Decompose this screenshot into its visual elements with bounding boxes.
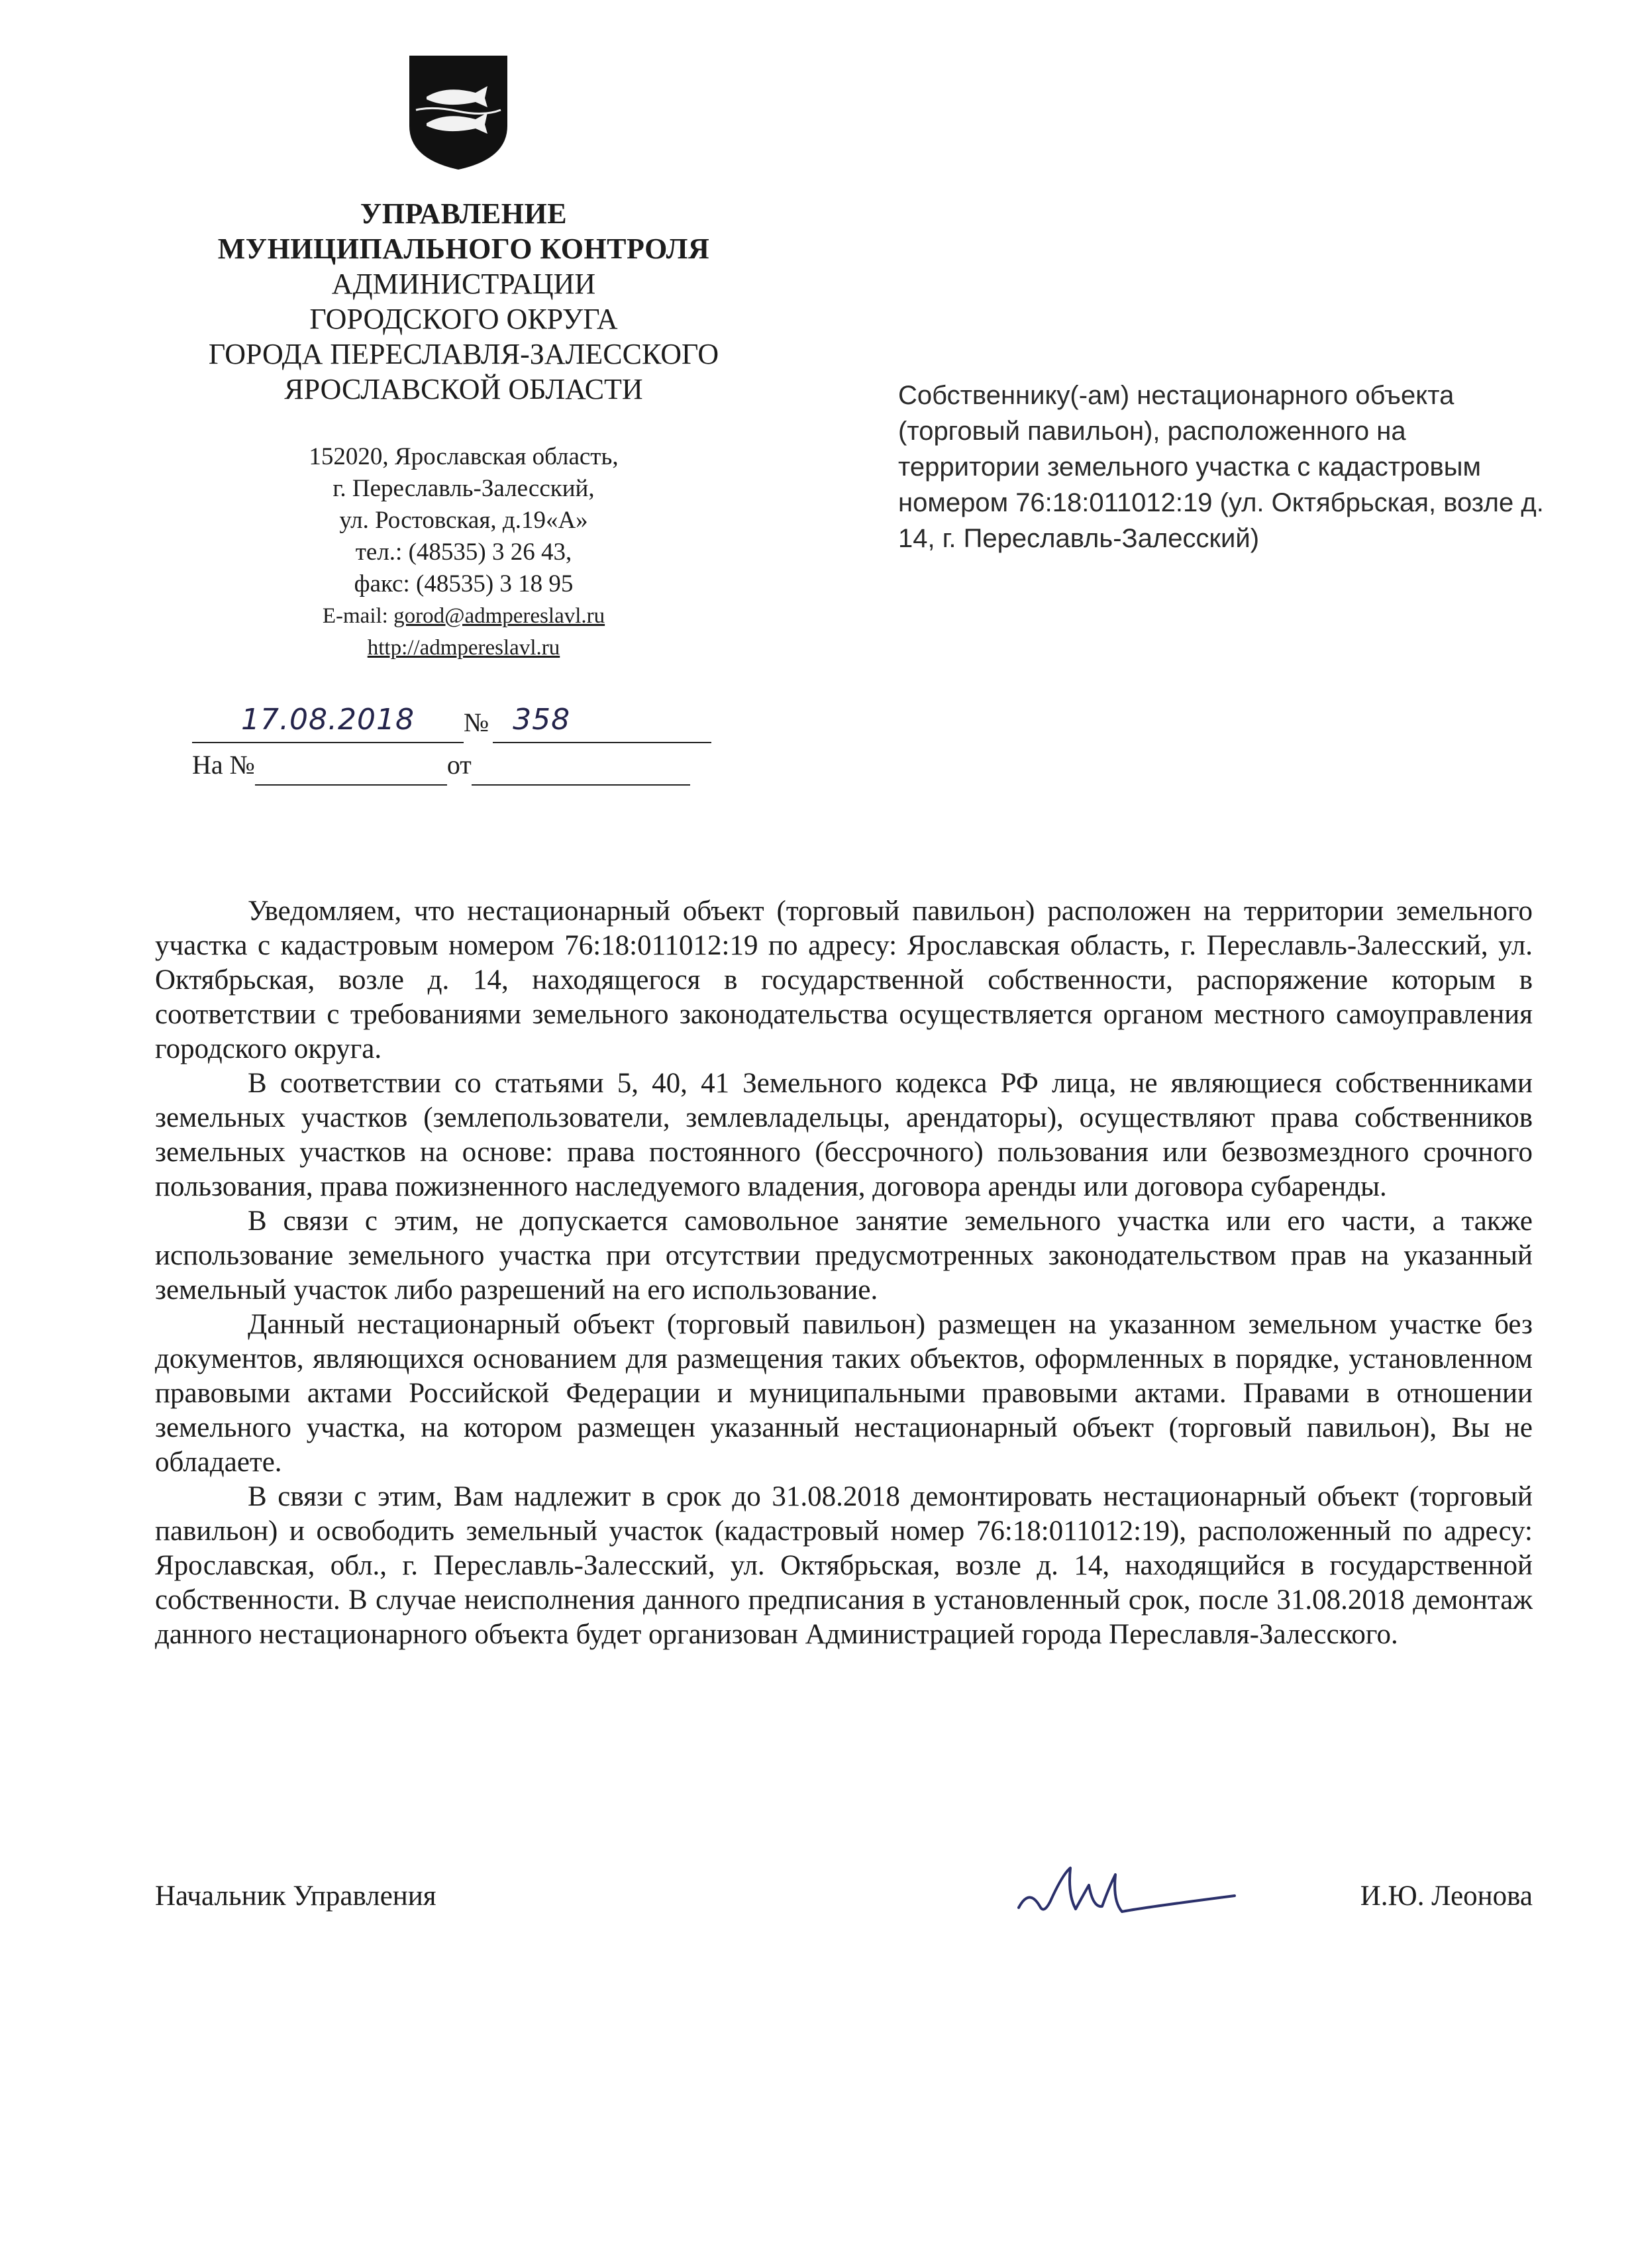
signature-block: [155, 1868, 1533, 1928]
letter-body: [155, 894, 1533, 1652]
reply-label: На №: [192, 750, 255, 780]
paragraph-3: В связи с этим, не допускается самовольное занятие земельного участка или его части, а также использование земельного участка при отсутствии предусмотренных законодательством прав на указанный земельный участок либо разрешений на его использование.: [155, 1206, 1533, 1306]
address-line-3: ул. Ростовская, д.19«А»: [339, 507, 588, 534]
organization-header: [132, 196, 795, 407]
org-line-6: ЯРОСЛАВСКОЙ ОБЛАСТИ: [284, 373, 643, 405]
address-line-1: 152020, Ярославская область,: [309, 443, 619, 470]
reply-row: [192, 745, 735, 787]
paragraph-4: Данный нестационарный объект (торговый павильон) размещен на указанном земельном участке без документов, являющихся основанием для размещения таких объектов, оформленных в порядке, установленном правовыми актами Российской Федерации и муниципальными правовыми актами. Правами в отношении земельного участка, на котором размещен указанный нестационарный объект (торговый павильон), Вы не обладаете.: [155, 1309, 1533, 1478]
website-row: [219, 632, 709, 664]
organization-contacts: [219, 441, 709, 664]
signatory-position: Начальник Управления: [155, 1881, 436, 1912]
number-label: №: [464, 707, 489, 737]
handwritten-signature-icon: [1009, 1848, 1248, 1941]
email-label: E-mail:: [322, 604, 394, 628]
registration-block: [192, 702, 735, 787]
date-field: [192, 703, 464, 743]
outgoing-row: [192, 702, 735, 745]
website-link[interactable]: http://admpereslavl.ru: [367, 636, 560, 660]
fax: факс: (48535) 3 18 95: [354, 570, 574, 597]
phone: тел.: (48535) 3 26 43,: [355, 539, 572, 566]
reply-date-field: [472, 755, 690, 786]
org-title-line-2: МУНИЦИПАЛЬНОГО КОНТРОЛЯ: [217, 232, 710, 265]
number-field: [493, 703, 711, 743]
reply-number-field: [255, 755, 447, 786]
addressee: Собственнику(-ам) нестационарного объекта (торговый павильон), расположенного на территории земельного участка с кадастровым номером 76:18:011012:19 (ул. Октябрьская, возле д. 14, г. Переславль-Залесский): [898, 381, 1544, 553]
from-label: от: [446, 750, 472, 780]
org-title-line-1: УПРАВЛЕНИЕ: [360, 197, 568, 230]
coat-of-arms-icon: [407, 53, 510, 172]
org-line-5: ГОРОДА ПЕРЕСЛАВЛЯ-ЗАЛЕССКОГО: [208, 338, 719, 370]
org-line-3: АДМИНИСТРАЦИИ: [331, 268, 596, 300]
address-line-2: г. Переславль-Залесский,: [332, 475, 595, 502]
email-row: [219, 600, 709, 632]
handwritten-date: 17.08.2018: [241, 703, 415, 737]
email-link[interactable]: gorod@admpereslavl.ru: [393, 604, 605, 628]
signatory-name: И.Ю. Леонова: [1360, 1881, 1533, 1912]
handwritten-number: 358: [513, 703, 571, 737]
paragraph-1: Уведомляем, что нестационарный объект (торговый павильон) расположен на территории земельного участка с кадастровым номером 76:18:011012:19 по адресу: Ярославская область, г. Переславль-Залесский, ул. Октябрьская, возле д. 14, находящегося в государственной собственности, распоряжение которым в соответствии с требованиями земельного законодательства осуществляется органом местного самоуправления городского округа.: [155, 896, 1533, 1064]
paragraph-5: В связи с этим, Вам надлежит в срок до 31.08.2018 демонтировать нестационарный объект (торговый павильон) и освободить земельный участок (кадастровый номер 76:18:011012:19), расположенный по адресу: Ярославская, обл., г. Переславль-Залесский, ул. Октябрьская, возле д. 14, находящийся в государственной собственности. В случае неисполнения данного предписания в установленный срок, после 31.08.2018 демонтаж данного нестационарного объекта будет организован Администрацией города Переславля-Залесского.: [155, 1481, 1533, 1650]
org-line-4: ГОРОДСКОГО ОКРУГА: [309, 303, 618, 335]
paragraph-2: В соответствии со статьями 5, 40, 41 Земельного кодекса РФ лица, не являющиеся собственниками земельных участков (землепользователи, землевладельцы, арендаторы), осуществляют права собственников земельных участков на основе: права постоянного (бессрочного) пользования или безвозмездного срочного пользования, права пожизненного наследуемого владения, договора аренды или договора субаренды.: [155, 1068, 1533, 1202]
